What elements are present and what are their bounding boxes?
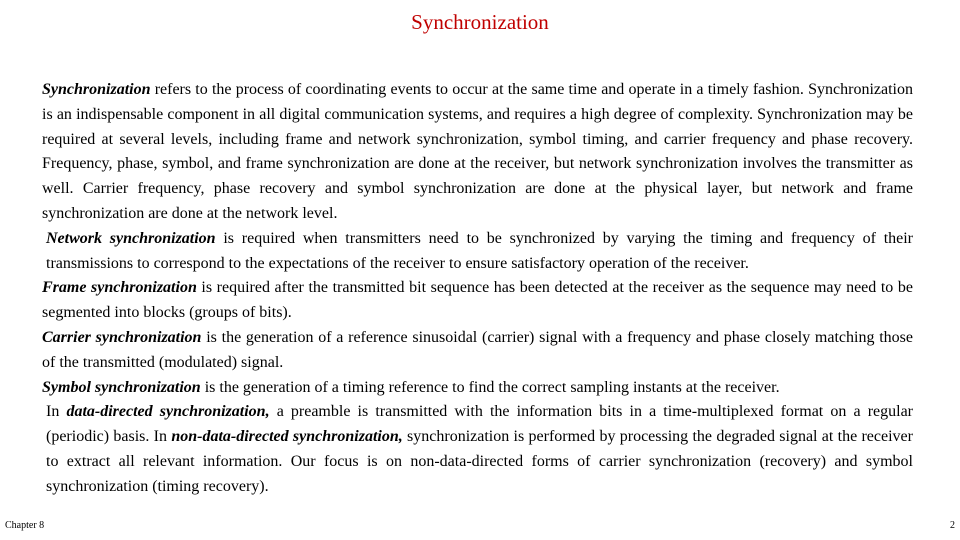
paragraph-text: is the generation of a reference sinusoidal (carrier) signal with a frequency and phase closely matching those of the transmitted (modulated) signal. bbox=[42, 328, 913, 371]
slide-body bbox=[42, 78, 913, 500]
term-carrier-synchronization: Carrier synchronization bbox=[42, 328, 202, 346]
term-frame-synchronization: Frame synchronization bbox=[42, 279, 197, 297]
paragraph-synchronization bbox=[42, 78, 913, 227]
paragraph-data-directed bbox=[42, 400, 913, 499]
footer-page-number: 2 bbox=[950, 520, 955, 531]
paragraph-lead: In bbox=[46, 403, 67, 421]
paragraph-text: synchronization is performed by processing the degraded signal at the receiver to extract all relevant information. Our focus is on non-data-directed forms of carrier synchronization (recovery) and symbol synchronization (timing recovery). bbox=[46, 428, 913, 495]
term-non-data-directed-synchronization: non-data-directed synchronization, bbox=[171, 428, 403, 446]
footer-chapter-label: Chapter 8 bbox=[5, 520, 45, 531]
paragraph-frame-synchronization bbox=[42, 276, 913, 326]
paragraph-symbol-synchronization bbox=[42, 376, 913, 401]
paragraph-text: refers to the process of coordinating events to occur at the same time and operate in a timely fashion. Synchronization is an indispensable component in all digital communication systems, and requires a high degree of complexity. Synchronization may be required at several levels, including frame and network synchronization, symbol timing, and carrier frequency and phase recovery. Frequency, phase, symbol, and frame synchronization are done at the receiver, but network synchronization involves the transmitter as well. Carrier frequency, phase recovery and symbol synchronization are done at the physical layer, but network and frame synchronization are done at the network level. bbox=[42, 81, 913, 222]
paragraph-text: is the generation of a timing reference to find the correct sampling instants at the receiver. bbox=[200, 378, 780, 396]
paragraph-carrier-synchronization bbox=[42, 326, 913, 376]
term-data-directed-synchronization: data-directed synchronization, bbox=[66, 403, 270, 421]
term-network-synchronization: Network synchronization bbox=[46, 229, 216, 247]
paragraph-text: is required after the transmitted bit sequence has been detected at the receiver as the sequence may need to be segmented into blocks (groups of bits). bbox=[42, 279, 913, 322]
term-symbol-synchronization: Symbol synchronization bbox=[42, 378, 201, 396]
slide-title: Synchronization bbox=[411, 10, 549, 34]
paragraph-text: a preamble is transmitted with the information bits in a time-multiplexed format on a regular (periodic) basis. In bbox=[46, 403, 914, 446]
paragraph-network-synchronization bbox=[42, 227, 913, 277]
paragraph-text: is required when transmitters need to be synchronized by varying the timing and frequency of their transmissions to correspond to the expectations of the receiver to ensure satisfactory operation of the receiver. bbox=[46, 229, 914, 272]
term-synchronization: Synchronization bbox=[42, 81, 151, 98]
